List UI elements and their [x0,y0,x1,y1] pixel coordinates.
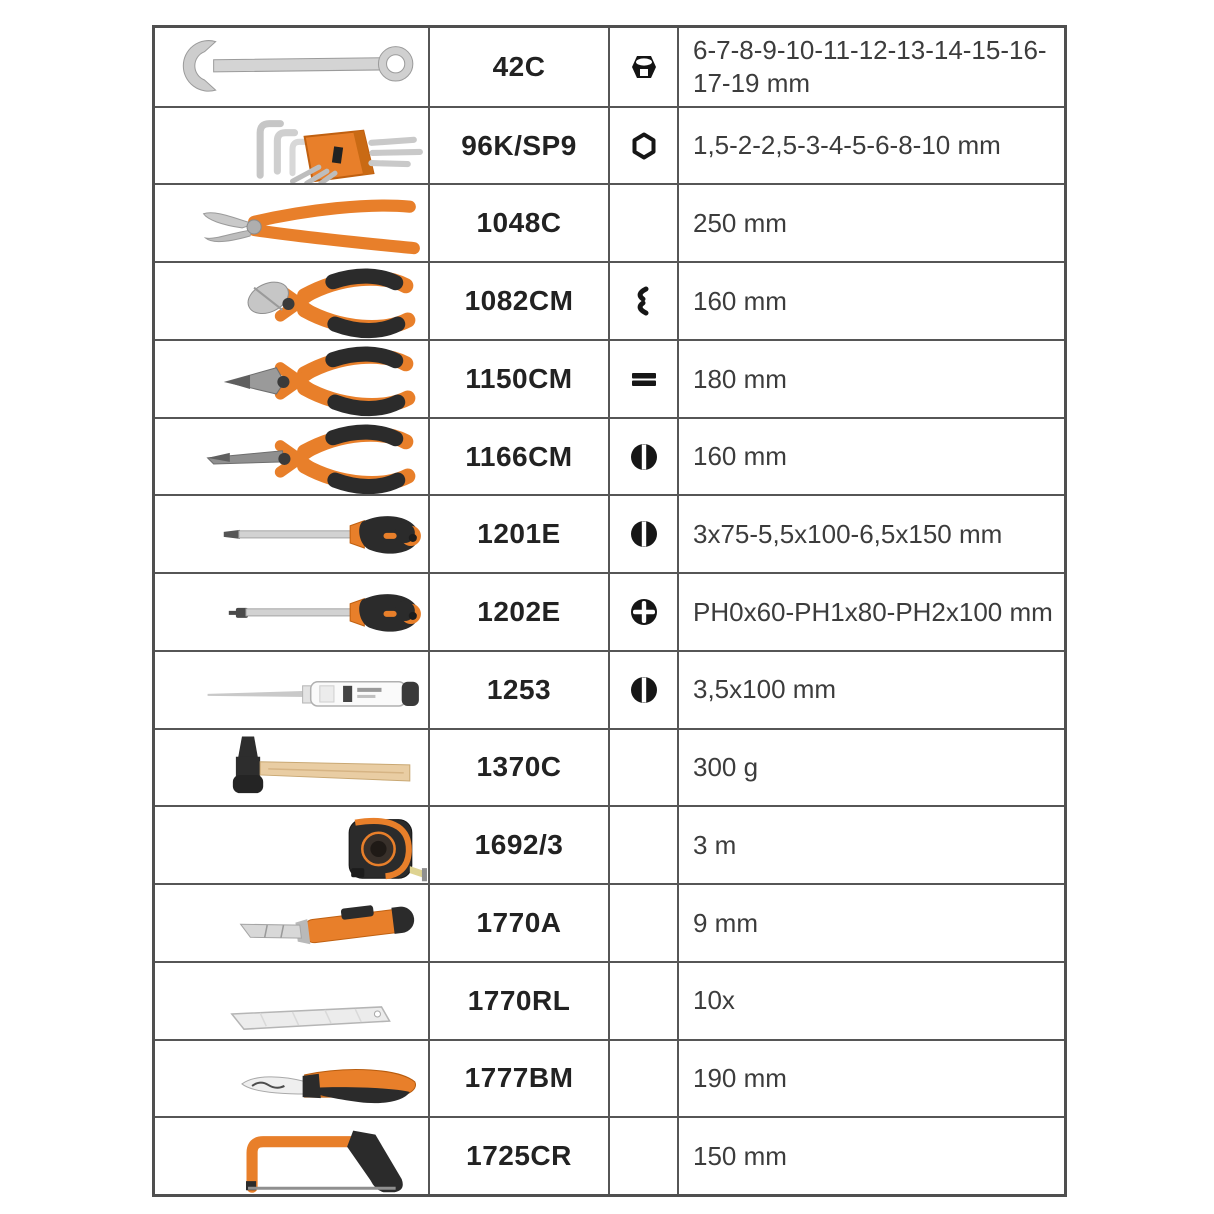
tool-code [428,1041,608,1117]
table-row [155,494,1064,572]
tool-spec-label: 3 m [693,829,737,860]
hacksaw-image [155,1118,428,1194]
slotted-icon [629,675,659,705]
tip-type-cell [608,1041,677,1117]
tool-image-cell [155,1118,428,1194]
phillips-screwdriver-image [155,574,428,650]
hex-outline-icon [629,131,659,161]
table-row [155,183,1064,261]
tip-type-cell [608,185,677,261]
tool-image-cell [155,263,428,339]
tool-spec-label: 3x75-5,5x100-6,5x150 mm [693,519,1003,549]
tool-spec-label: 3,5x100 mm [693,674,837,705]
tip-type-cell [608,108,677,184]
table-row [155,339,1064,417]
tool-image-cell [155,1041,428,1117]
tool-image-cell [155,108,428,184]
tool-code-label: 42C [492,50,546,82]
tool-spec [677,1041,1064,1117]
tool-code-label: 1770A [476,906,562,938]
combination-wrench-image [155,28,428,106]
tool-spec [677,496,1064,572]
tip-type-cell [608,28,677,106]
tool-spec [677,963,1064,1039]
hex-nut-icon [629,52,659,82]
spare-blades-image [155,963,428,1039]
table-row [155,728,1064,806]
tool-spec-label: 9 mm [693,907,758,938]
tool-code [428,419,608,495]
tool-spec [677,419,1064,495]
tool-code [428,341,608,417]
table-row [155,261,1064,339]
tool-spec-label: 160 mm [693,441,787,472]
tool-spec-label: 180 mm [693,363,787,394]
tool-spec [677,807,1064,883]
tip-type-cell [608,652,677,728]
hex-key-set-image [155,108,428,184]
table-row [155,961,1064,1039]
flat-jaws-icon [629,364,659,394]
measuring-tape-image [155,807,428,883]
tool-spec-label: 300 g [693,752,759,783]
tool-spec [677,652,1064,728]
tool-code [428,496,608,572]
tool-spec-label: 1,5-2-2,5-3-4-5-6-8-10 mm [693,130,1001,161]
tool-code [428,263,608,339]
tool-code-label: 1166CM [465,440,573,472]
tool-image-cell [155,496,428,572]
table-row [155,1116,1064,1194]
table-row [155,106,1064,184]
tool-kit-table [152,25,1067,1197]
tool-code [428,652,608,728]
tool-image-cell [155,885,428,961]
tool-image-cell [155,730,428,806]
tool-image-cell [155,341,428,417]
tool-spec [677,108,1064,184]
tool-code-label: 1770RL [467,984,571,1016]
tool-spec-label: 190 mm [693,1063,787,1094]
tool-code [428,730,608,806]
tip-type-cell [608,963,677,1039]
tool-spec [677,341,1064,417]
tip-type-cell [608,1118,677,1194]
table-row [155,1039,1064,1117]
tool-code [428,885,608,961]
tool-spec [677,885,1064,961]
tip-type-cell [608,885,677,961]
tool-code-label: 1150CM [465,362,573,394]
tip-type-cell [608,730,677,806]
electrician-knife-image [155,1041,428,1117]
tool-code-label: 1202E [477,595,561,627]
tool-image-cell [155,963,428,1039]
tool-spec-label: 150 mm [693,1140,787,1171]
table-row [155,28,1064,106]
tool-code [428,807,608,883]
phillips-icon [629,597,659,627]
tip-type-cell [608,496,677,572]
combination-pliers-image [155,341,428,417]
long-nose-pliers-image [155,419,428,495]
tool-code [428,28,608,106]
diagonal-cutters-image [155,263,428,339]
tool-spec [677,730,1064,806]
tool-code-label: 1082CM [464,285,574,317]
tip-type-cell [608,419,677,495]
tool-code-label: 1777BM [464,1062,574,1094]
tip-type-cell [608,263,677,339]
cutter-profile-icon [629,286,659,316]
tool-image-cell [155,419,428,495]
tool-image-cell [155,28,428,106]
tool-code [428,185,608,261]
tool-spec-label: 250 mm [693,208,787,239]
tool-code-label: 1692/3 [474,829,564,861]
tool-image-cell [155,185,428,261]
tool-image-cell [155,574,428,650]
tool-spec-label: 10x [693,985,735,1016]
slotted-icon [629,519,659,549]
tool-spec-label: PH0x60-PH1x80-PH2x100 mm [693,596,1053,627]
hammer-image [155,730,428,806]
table-row [155,650,1064,728]
tip-type-cell [608,807,677,883]
slotted-screwdriver-image [155,496,428,572]
tool-image-cell [155,807,428,883]
tip-type-cell [608,574,677,650]
table-row [155,805,1064,883]
tool-spec-label: 6-7-8-9-10-11-12-13-14-15-16-17-19 mm [693,35,1047,98]
tool-spec [677,574,1064,650]
slip-joint-pliers-image [155,185,428,261]
tool-spec [677,185,1064,261]
tool-code-label: 1201E [477,518,561,550]
utility-knife-image [155,885,428,961]
tool-spec [677,1118,1064,1194]
voltage-tester-image [155,652,428,728]
tool-code-label: 96K/SP9 [461,129,577,161]
tool-spec [677,263,1064,339]
tool-code-label: 1370C [476,751,562,783]
tool-code-label: 1725CR [466,1140,572,1172]
tool-code-label: 1253 [486,673,552,705]
tool-spec [677,28,1064,106]
tool-code [428,1118,608,1194]
tool-code [428,574,608,650]
table-row [155,572,1064,650]
tool-code-label: 1048C [476,207,562,239]
table-row [155,417,1064,495]
slotted-icon [629,442,659,472]
tool-spec-label: 160 mm [693,285,787,316]
table-row [155,883,1064,961]
tool-code [428,963,608,1039]
tool-image-cell [155,652,428,728]
tool-code [428,108,608,184]
tip-type-cell [608,341,677,417]
